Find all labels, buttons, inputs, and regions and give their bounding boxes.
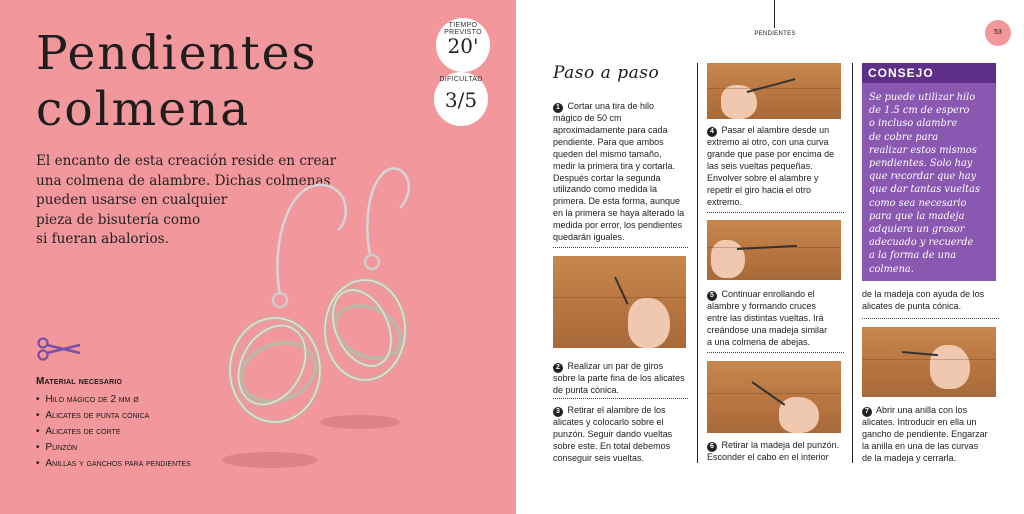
tip-line: como sea necesario bbox=[869, 197, 967, 209]
intro-line: pieza de bisutería como bbox=[36, 211, 201, 228]
step-2-photo bbox=[553, 256, 686, 348]
material-item: • Alicates de corte bbox=[36, 424, 191, 440]
column-divider bbox=[697, 63, 698, 463]
step-line: sobre la parte fina de los alicates bbox=[553, 373, 685, 383]
step-number: 1 bbox=[553, 103, 563, 113]
dotted-divider bbox=[707, 212, 844, 213]
hand bbox=[779, 397, 819, 433]
difficulty-badge-label: DIFICULTAD bbox=[439, 76, 483, 83]
step-line: alambre y formando cruces bbox=[707, 301, 817, 311]
step-line: medir la primera tira y cortarla. bbox=[553, 160, 676, 171]
step-line: de la madeja y cerrarla. bbox=[862, 452, 957, 463]
tip-line: Se puede utilizar hilo bbox=[869, 92, 976, 103]
intro-line: El encanto de esta creación reside en crear bbox=[36, 153, 337, 169]
difficulty-badge-value: 3/5 bbox=[444, 88, 478, 112]
step-4 bbox=[707, 125, 852, 208]
step-line: sobre este. En total debemos bbox=[553, 440, 671, 451]
step-6-photo bbox=[707, 361, 841, 433]
section-title: Paso a paso bbox=[553, 63, 660, 83]
dotted-divider bbox=[862, 318, 999, 319]
step-number: 7 bbox=[862, 407, 872, 417]
dotted-divider bbox=[553, 398, 688, 399]
pliers bbox=[614, 277, 628, 305]
tip-text bbox=[869, 91, 980, 276]
step-line: alicates. Introducir en ella un bbox=[862, 417, 977, 427]
hand bbox=[628, 298, 670, 348]
page-title bbox=[36, 26, 318, 138]
step-line: mágico de 50 cm bbox=[553, 113, 622, 123]
column-divider bbox=[852, 63, 853, 463]
step-line: quedarán iguales. bbox=[553, 232, 625, 243]
tip-line: adquiera un grosor bbox=[869, 224, 965, 236]
step-7-photo bbox=[862, 327, 996, 397]
tip-title: CONSEJO bbox=[868, 66, 934, 80]
step-line: Cortar una tira de hilo bbox=[567, 101, 655, 111]
step-line: la anilla en una de las curvas bbox=[862, 440, 979, 451]
material-item: • Punzón bbox=[36, 440, 191, 456]
step-line: punzón. Seguir dando vueltas bbox=[553, 428, 673, 439]
step-line: las seis vueltas pequeñas. bbox=[707, 160, 813, 171]
step-number: 4 bbox=[707, 127, 717, 137]
step-line: alicates de punta cónica. bbox=[862, 300, 962, 311]
tip-line: pendientes. Solo hay bbox=[869, 158, 973, 170]
material-item: • Anillas y ganchos para pendientes bbox=[36, 456, 191, 472]
tip-line: de cobre para bbox=[869, 131, 939, 143]
step-line: utilizando como medida la bbox=[553, 184, 658, 195]
awl bbox=[751, 381, 785, 406]
step-line: Pasar el alambre desde un bbox=[721, 125, 830, 135]
step-line: primera. De esta forma, aunque bbox=[553, 196, 681, 207]
hand bbox=[711, 240, 745, 278]
step-line: queden del mismo tamaño, bbox=[553, 148, 662, 159]
materials-list bbox=[36, 392, 191, 472]
step-number: 2 bbox=[553, 363, 563, 373]
tip-line: colmena. bbox=[869, 263, 914, 275]
time-badge-label: TIEMPO PREVISTO bbox=[444, 22, 482, 36]
step-line: Continuar enrollando el bbox=[721, 289, 815, 299]
scissors-icon bbox=[36, 337, 82, 361]
tip-line: de 1.5 cm de espero bbox=[869, 105, 970, 117]
earrings-photo bbox=[210, 160, 410, 470]
material-item: • Hilo mágico de 2 mm ø bbox=[36, 392, 191, 408]
step-line: Retirar la madeja del punzón. bbox=[721, 440, 840, 450]
step-line: entre las distintas vueltas. Irá bbox=[707, 312, 824, 323]
page-number: 53 bbox=[985, 20, 1011, 46]
tip-line: que dar tantas vueltas bbox=[869, 184, 980, 196]
dotted-divider bbox=[707, 352, 844, 353]
step-4-photo bbox=[707, 63, 841, 119]
step-line: gancho de pendiente. Engarzar bbox=[862, 428, 988, 439]
step-5-photo bbox=[707, 220, 841, 280]
awl bbox=[737, 245, 797, 250]
materials-title: Material necesario bbox=[36, 376, 123, 387]
step-line: pendiente. Para que ambos bbox=[553, 136, 664, 147]
awl bbox=[747, 78, 796, 93]
step-6 bbox=[707, 440, 852, 464]
step-1 bbox=[553, 101, 693, 244]
step-2 bbox=[553, 361, 693, 397]
step-line: conseguir seis vueltas. bbox=[553, 452, 645, 463]
header-divider bbox=[774, 0, 775, 28]
step-7 bbox=[862, 405, 1007, 465]
step-line: repetir el giro hacia el otro bbox=[707, 184, 812, 195]
step-line: Realizar un par de giros bbox=[567, 361, 664, 371]
difficulty-badge bbox=[434, 72, 488, 126]
step-line: extremo. bbox=[707, 196, 743, 207]
title-line-2: colmena bbox=[36, 82, 251, 137]
step-line: creándose una madeja similar bbox=[707, 324, 828, 335]
dotted-divider bbox=[553, 247, 688, 248]
tip-line: para que la madeja bbox=[869, 210, 965, 222]
step-line: de punta cónica. bbox=[553, 384, 620, 395]
step-line: de la madeja con ayuda de los bbox=[862, 289, 985, 299]
step-line: medida por error, los pendientes bbox=[553, 220, 683, 231]
tip-line: realizar estos mismos bbox=[869, 144, 977, 156]
step-line: Esconder el cabo en el interior bbox=[707, 452, 829, 462]
step-line: en la primera se haya alterado la bbox=[553, 208, 685, 219]
running-header: PENDIENTES bbox=[754, 31, 796, 37]
step-3 bbox=[553, 405, 693, 465]
intro-line: pueden usarse en cualquier bbox=[36, 192, 228, 208]
step-5 bbox=[707, 289, 852, 349]
step-line: extremo al otro, con una curva bbox=[707, 137, 829, 147]
step-line: Después cortar la segunda bbox=[553, 172, 661, 183]
intro-line: una colmena de alambre. Dichas colmenas bbox=[36, 172, 331, 189]
tip-line: adecuado y recuerde bbox=[869, 237, 974, 249]
intro-line: si fueran abalorios. bbox=[36, 231, 169, 247]
step-line: alicates y colocarlo sobre el bbox=[553, 417, 664, 427]
tip-box bbox=[862, 63, 996, 281]
material-item: • Alicates de punta cónica bbox=[36, 408, 191, 424]
time-badge bbox=[436, 18, 490, 72]
tip-line: o incluso alambre bbox=[869, 118, 958, 130]
step-line: Envolver sobre el alambre y bbox=[707, 172, 819, 183]
step-line: grande que pase por encima de bbox=[707, 148, 835, 159]
step-line: Retirar el alambre de los bbox=[567, 405, 666, 415]
step-line: a una colmena de abejas. bbox=[707, 336, 811, 347]
time-badge-value: 20' bbox=[447, 34, 479, 58]
step-number: 6 bbox=[707, 442, 717, 452]
tip-line: a la forma de una bbox=[869, 250, 957, 262]
hand bbox=[930, 345, 970, 389]
step-line: Abrir una anilla con los bbox=[876, 405, 968, 415]
step-6-continued bbox=[862, 289, 1007, 313]
step-number: 5 bbox=[707, 291, 717, 301]
tip-line: que recordar que hay bbox=[869, 171, 977, 183]
step-number: 3 bbox=[553, 407, 563, 417]
step-line: aproximadamente para cada bbox=[553, 124, 668, 135]
title-line-1: Pendientes bbox=[36, 26, 318, 81]
